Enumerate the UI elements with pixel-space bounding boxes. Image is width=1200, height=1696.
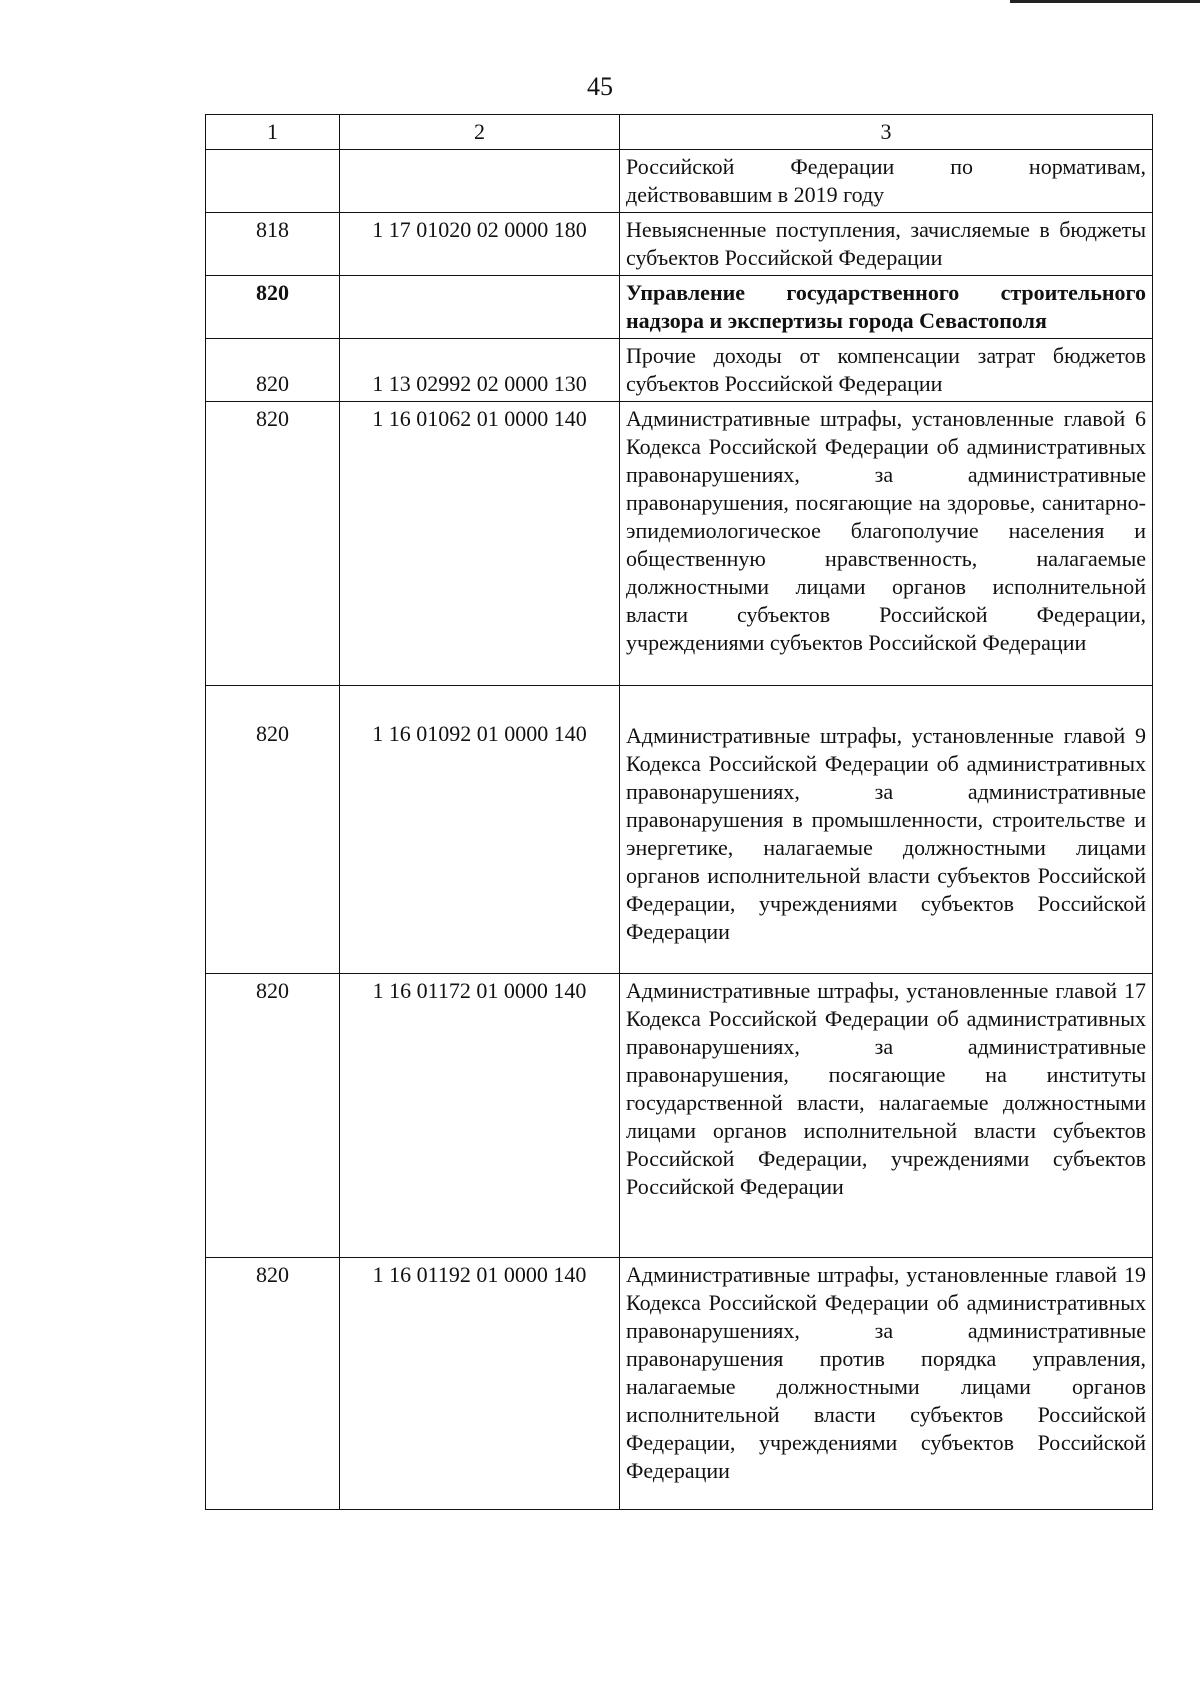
administrator-name-cell: Управление государственного строительного надзора и экспертизы города Севастополя (620, 276, 1153, 339)
kbk-code-cell: 1 16 01092 01 0000 140 (340, 686, 620, 974)
kbk-code-cell: 1 16 01172 01 0000 140 (340, 974, 620, 1258)
kbk-code-cell: 1 16 01062 01 0000 140 (340, 402, 620, 686)
page-number: 45 (587, 72, 613, 101)
scan-edge-line (1010, 0, 1200, 3)
description-cell: Административные штрафы, установленные главой 17 Кодекса Российской Федерации об административных правонарушениях, за административные правонарушения, посягающие на институты государственной власти, налагаемые должностными лицами органов исполнительной власти субъектов Российской Федерации, учреждениями субъектов Российской Федерации (620, 974, 1153, 1258)
kbk-code-cell (340, 150, 620, 213)
table-row (206, 1258, 1153, 1510)
kbk-code-cell: 1 17 01020 02 0000 180 (340, 213, 620, 276)
kbk-code-cell (340, 276, 620, 339)
admin-code-cell: 820 (206, 974, 340, 1258)
table-row (206, 150, 1153, 213)
table-row-section-heading (206, 276, 1153, 339)
admin-code-cell: 820 (206, 339, 340, 402)
header-col-1: 1 (206, 115, 340, 150)
description-cell: Прочие доходы от компенсации затрат бюджетов субъектов Российской Федерации (620, 339, 1153, 402)
kbk-code-cell: 1 16 01192 01 0000 140 (340, 1258, 620, 1510)
table-row (206, 974, 1153, 1258)
description-cell: Административные штрафы, установленные главой 9 Кодекса Российской Федерации об административных правонарушениях, за административные правонарушения в промышленности, строительстве и энергетике, налагаемые должностными лицами органов исполнительной власти субъектов Российской Федерации, учреждениями субъектов Российской Федерации (620, 686, 1153, 974)
admin-code-cell (206, 150, 340, 213)
admin-code-cell: 820 (206, 276, 340, 339)
table-row (206, 686, 1153, 974)
description-cell: Административные штрафы, установленные главой 19 Кодекса Российской Федерации об административных правонарушениях, за административные правонарушения против порядка управления, налагаемые должностными лицами органов исполнительной власти субъектов Российской Федерации, учреждениями субъектов Российской Федерации (620, 1258, 1153, 1510)
description-cell: Административные штрафы, установленные главой 6 Кодекса Российской Федерации об административных правонарушениях, за административные правонарушения, посягающие на здоровье, санитарно-эпидемиологическое благополучие населения и общественную нравственность, налагаемые должностными лицами органов исполнительной власти субъектов Российской Федерации, учреждениями субъектов Российской Федерации (620, 402, 1153, 686)
description-cell: Невыясненные поступления, зачисляемые в бюджеты субъектов Российской Федерации (620, 213, 1153, 276)
header-col-3: 3 (620, 115, 1153, 150)
admin-code-cell: 820 (206, 1258, 340, 1510)
description-cell: Российской Федерации по нормативам, действовавшим в 2019 году (620, 150, 1153, 213)
table-header-row (206, 115, 1153, 150)
table-row (206, 339, 1153, 402)
revenue-classification-table (205, 114, 1153, 1510)
table-row (206, 402, 1153, 686)
header-col-2: 2 (340, 115, 620, 150)
admin-code-cell: 820 (206, 686, 340, 974)
admin-code-cell: 818 (206, 213, 340, 276)
kbk-code-cell: 1 13 02992 02 0000 130 (340, 339, 620, 402)
admin-code-cell: 820 (206, 402, 340, 686)
table-row (206, 213, 1153, 276)
